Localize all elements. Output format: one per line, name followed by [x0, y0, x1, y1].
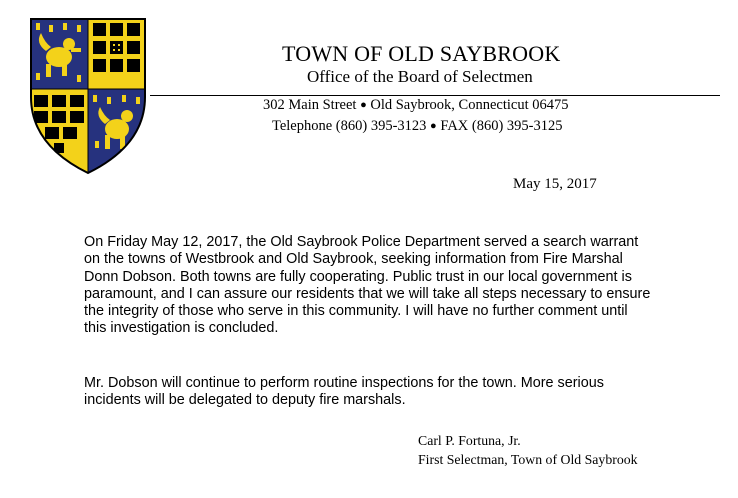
paragraph-line: Mr. Dobson will continue to perform routine inspections for the town. More serious: [84, 375, 604, 391]
bullet-separator: ●: [360, 99, 367, 111]
letter-date: May 15, 2017: [513, 176, 597, 192]
paragraph-line: On Friday May 12, 2017, the Old Saybrook Police Department served a search warrant: [84, 234, 639, 250]
paragraph-line: paramount, and I can assure our residents that we will take all steps necessary to ensure: [84, 285, 651, 302]
paragraph-line: incidents will be delegated to deputy fire marshals.: [84, 392, 406, 409]
paragraph-line: the integrity of those who serve in this community. I will have no further comment until: [84, 303, 628, 320]
telephone-number: Telephone (860) 395-3123: [272, 118, 427, 134]
paragraph-line: this investigation is concluded.: [84, 320, 279, 337]
bullet-separator: ●: [430, 120, 437, 132]
signatory-name: Carl P. Fortuna, Jr.: [418, 433, 521, 448]
town-crest-icon: [29, 17, 147, 175]
address-city: Old Saybrook, Connecticut 06475: [370, 97, 569, 113]
fax-number: FAX (860) 395-3125: [440, 118, 563, 134]
paragraph-line: Donn Dobson. Both towns are fully cooperating. Public trust in our local government is: [84, 268, 632, 285]
signatory-title: First Selectman, Town of Old Saybrook: [418, 452, 638, 467]
paragraph-line: on the towns of Westbrook and Old Saybrook, seeking information from Fire Marshal: [84, 251, 623, 268]
body-paragraph-1: [84, 234, 724, 338]
town-name-heading: TOWN OF OLD SAYBROOK: [282, 41, 561, 66]
letterhead-divider: [150, 95, 720, 96]
contact-line: [272, 118, 563, 135]
address-line: [263, 97, 569, 114]
office-subheading: Office of the Board of Selectmen: [307, 67, 533, 86]
address-street: 302 Main Street: [263, 97, 357, 113]
body-paragraph-2: [84, 375, 724, 410]
